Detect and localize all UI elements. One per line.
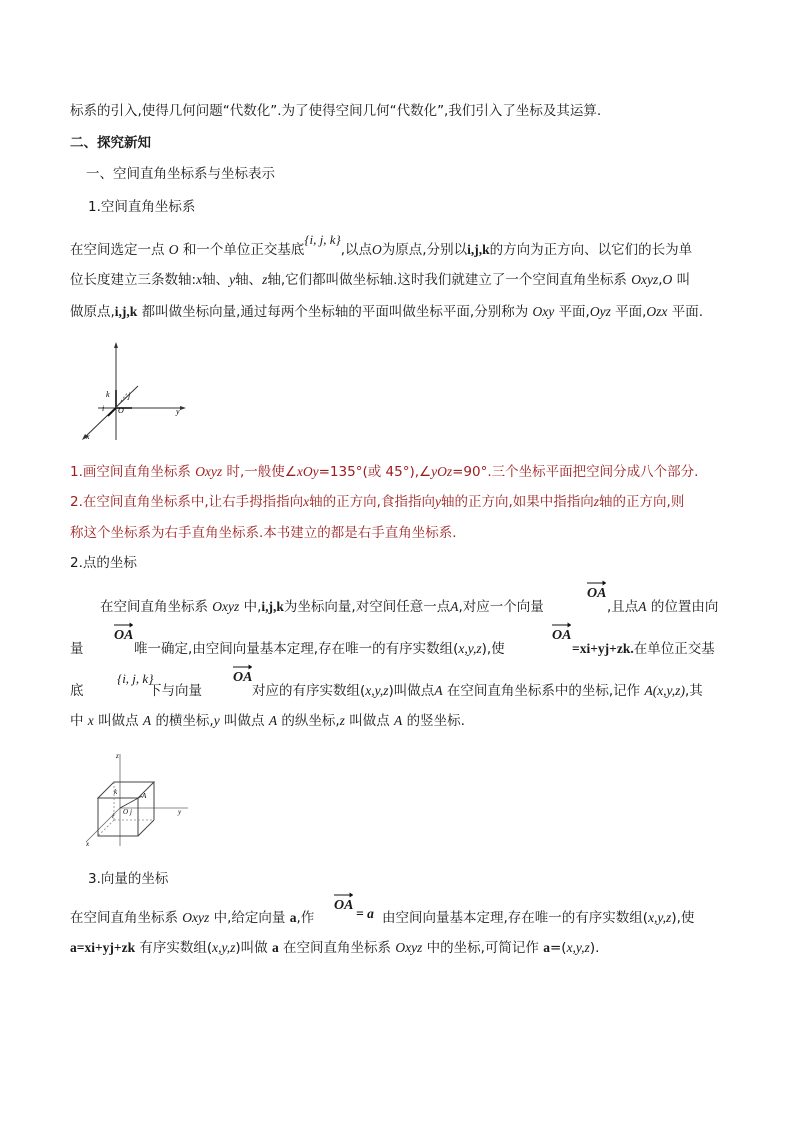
para1-line1: 在空间选定一点 O 和一个单位正交基底{i, j, k},以点O为原点,分别以i,j,k的方向为正方向、以它们的长为单	[70, 232, 693, 258]
fig2-label-z: z	[116, 752, 119, 760]
para2-line1-end: ,且点A 的位置由向	[607, 599, 719, 615]
intro-line: 标系的引入,使得几何问题“代数化”.为了使得空间几何“代数化”,我们引入了坐标及其运算.	[70, 103, 602, 119]
fig1-label-y: y	[176, 407, 180, 416]
fig2-label-a: A	[142, 792, 147, 800]
fig2-label-k: k	[114, 788, 118, 796]
cube-coordinates-figure	[80, 748, 192, 848]
para2-line2-start: 量	[70, 641, 84, 657]
subsection-title: 一、空间直角坐标系与坐标表示	[86, 166, 275, 182]
vector-oa: OA	[334, 898, 353, 914]
para2-line2-end: =xi+yj+zk.在单位正交基	[572, 641, 715, 657]
vector-oa: OA	[587, 586, 606, 602]
para3-line1-start: 在空间直角坐标系 Oxyz 中,给定向量 a,作	[70, 910, 315, 926]
eq-a: = a	[356, 906, 374, 921]
note-2-line2: 称这个坐标系为右手直角坐标系.本书建立的都是右手直角坐标系.	[70, 525, 457, 541]
item1-title: 1.空间直角坐标系	[88, 199, 196, 215]
note-2-line1: 2.在空间直角坐标系中,让右手拇指指向x轴的正方向,食指指向y轴的正方向,如果中指指向z轴的正方向,则	[70, 494, 685, 510]
fig1-label-k: k	[106, 390, 110, 399]
fig2-label-j: j	[130, 808, 132, 816]
para1-line3: 做原点,i,j,k 都叫做坐标向量,通过每两个坐标轴的平面叫做坐标平面,分别称为 Oxy 平面,Oyz 平面,Ozx 平面.	[70, 304, 704, 320]
fig2-label-x: x	[86, 840, 90, 848]
basis-set: {i, j, k}	[117, 671, 154, 686]
para3-line2: a=xi+yj+zk 有序实数组(x,y,z)叫做 a 在空间直角坐标系 Oxyz 中的坐标,可简记作 a=(x,y,z).	[70, 940, 600, 956]
vector-oa: OA	[114, 628, 133, 644]
para2-line3-start: 底	[70, 683, 84, 699]
fig2-label-i: i	[112, 812, 114, 820]
basis-set: {i, j, k}	[304, 232, 341, 247]
section-title: 二、探究新知	[70, 135, 151, 151]
note-1: 1.画空间直角坐标系 Oxyz 时,一般使∠xOy=135°(或 45°),∠yOz=90°.三个坐标平面把空间分成八个部分.	[70, 464, 699, 480]
para2-line3-end: 对应的有序实数组(x,y,z)叫做点A 在空间直角坐标系中的坐标,记作 A(x,y,z),其	[252, 683, 703, 699]
fig1-label-o: O	[118, 406, 124, 415]
fig1-label-i: i	[102, 404, 105, 413]
item3-title: 3.向量的坐标	[88, 871, 169, 887]
vector-oa: OA	[552, 628, 571, 644]
vector-oa: OA	[233, 670, 252, 686]
item2-title: 2.点的坐标	[70, 555, 137, 571]
para2-line2-mid: 唯一确定,由空间向量基本定理,存在唯一的有序实数组(x,y,z),使	[134, 641, 505, 657]
fig2-label-o: O	[123, 808, 129, 816]
fig2-label-y: y	[178, 808, 182, 816]
para3-line1-end: 由空间向量基本定理,存在唯一的有序实数组(x,y,z),使	[382, 910, 695, 926]
para2-line3-mid1: 下与向量	[148, 683, 202, 699]
para2-line4: 中 x 叫做点 A 的横坐标,y 叫做点 A 的纵坐标,z 叫做点 A 的竖坐标.	[70, 713, 465, 729]
para1-line2: 位长度建立三条数轴:x轴、y轴、z轴,它们都叫做坐标轴.这时我们就建立了一个空间直角坐标系 Oxyz,O 叫	[70, 272, 691, 288]
fig1-label-x: x	[86, 432, 90, 441]
para2-line1: 在空间直角坐标系 Oxyz 中,i,j,k为坐标向量,对空间任意一点A,对应一个向量	[100, 599, 544, 615]
coordinate-axes-figure	[76, 340, 196, 445]
fig1-label-j: j	[128, 391, 131, 400]
